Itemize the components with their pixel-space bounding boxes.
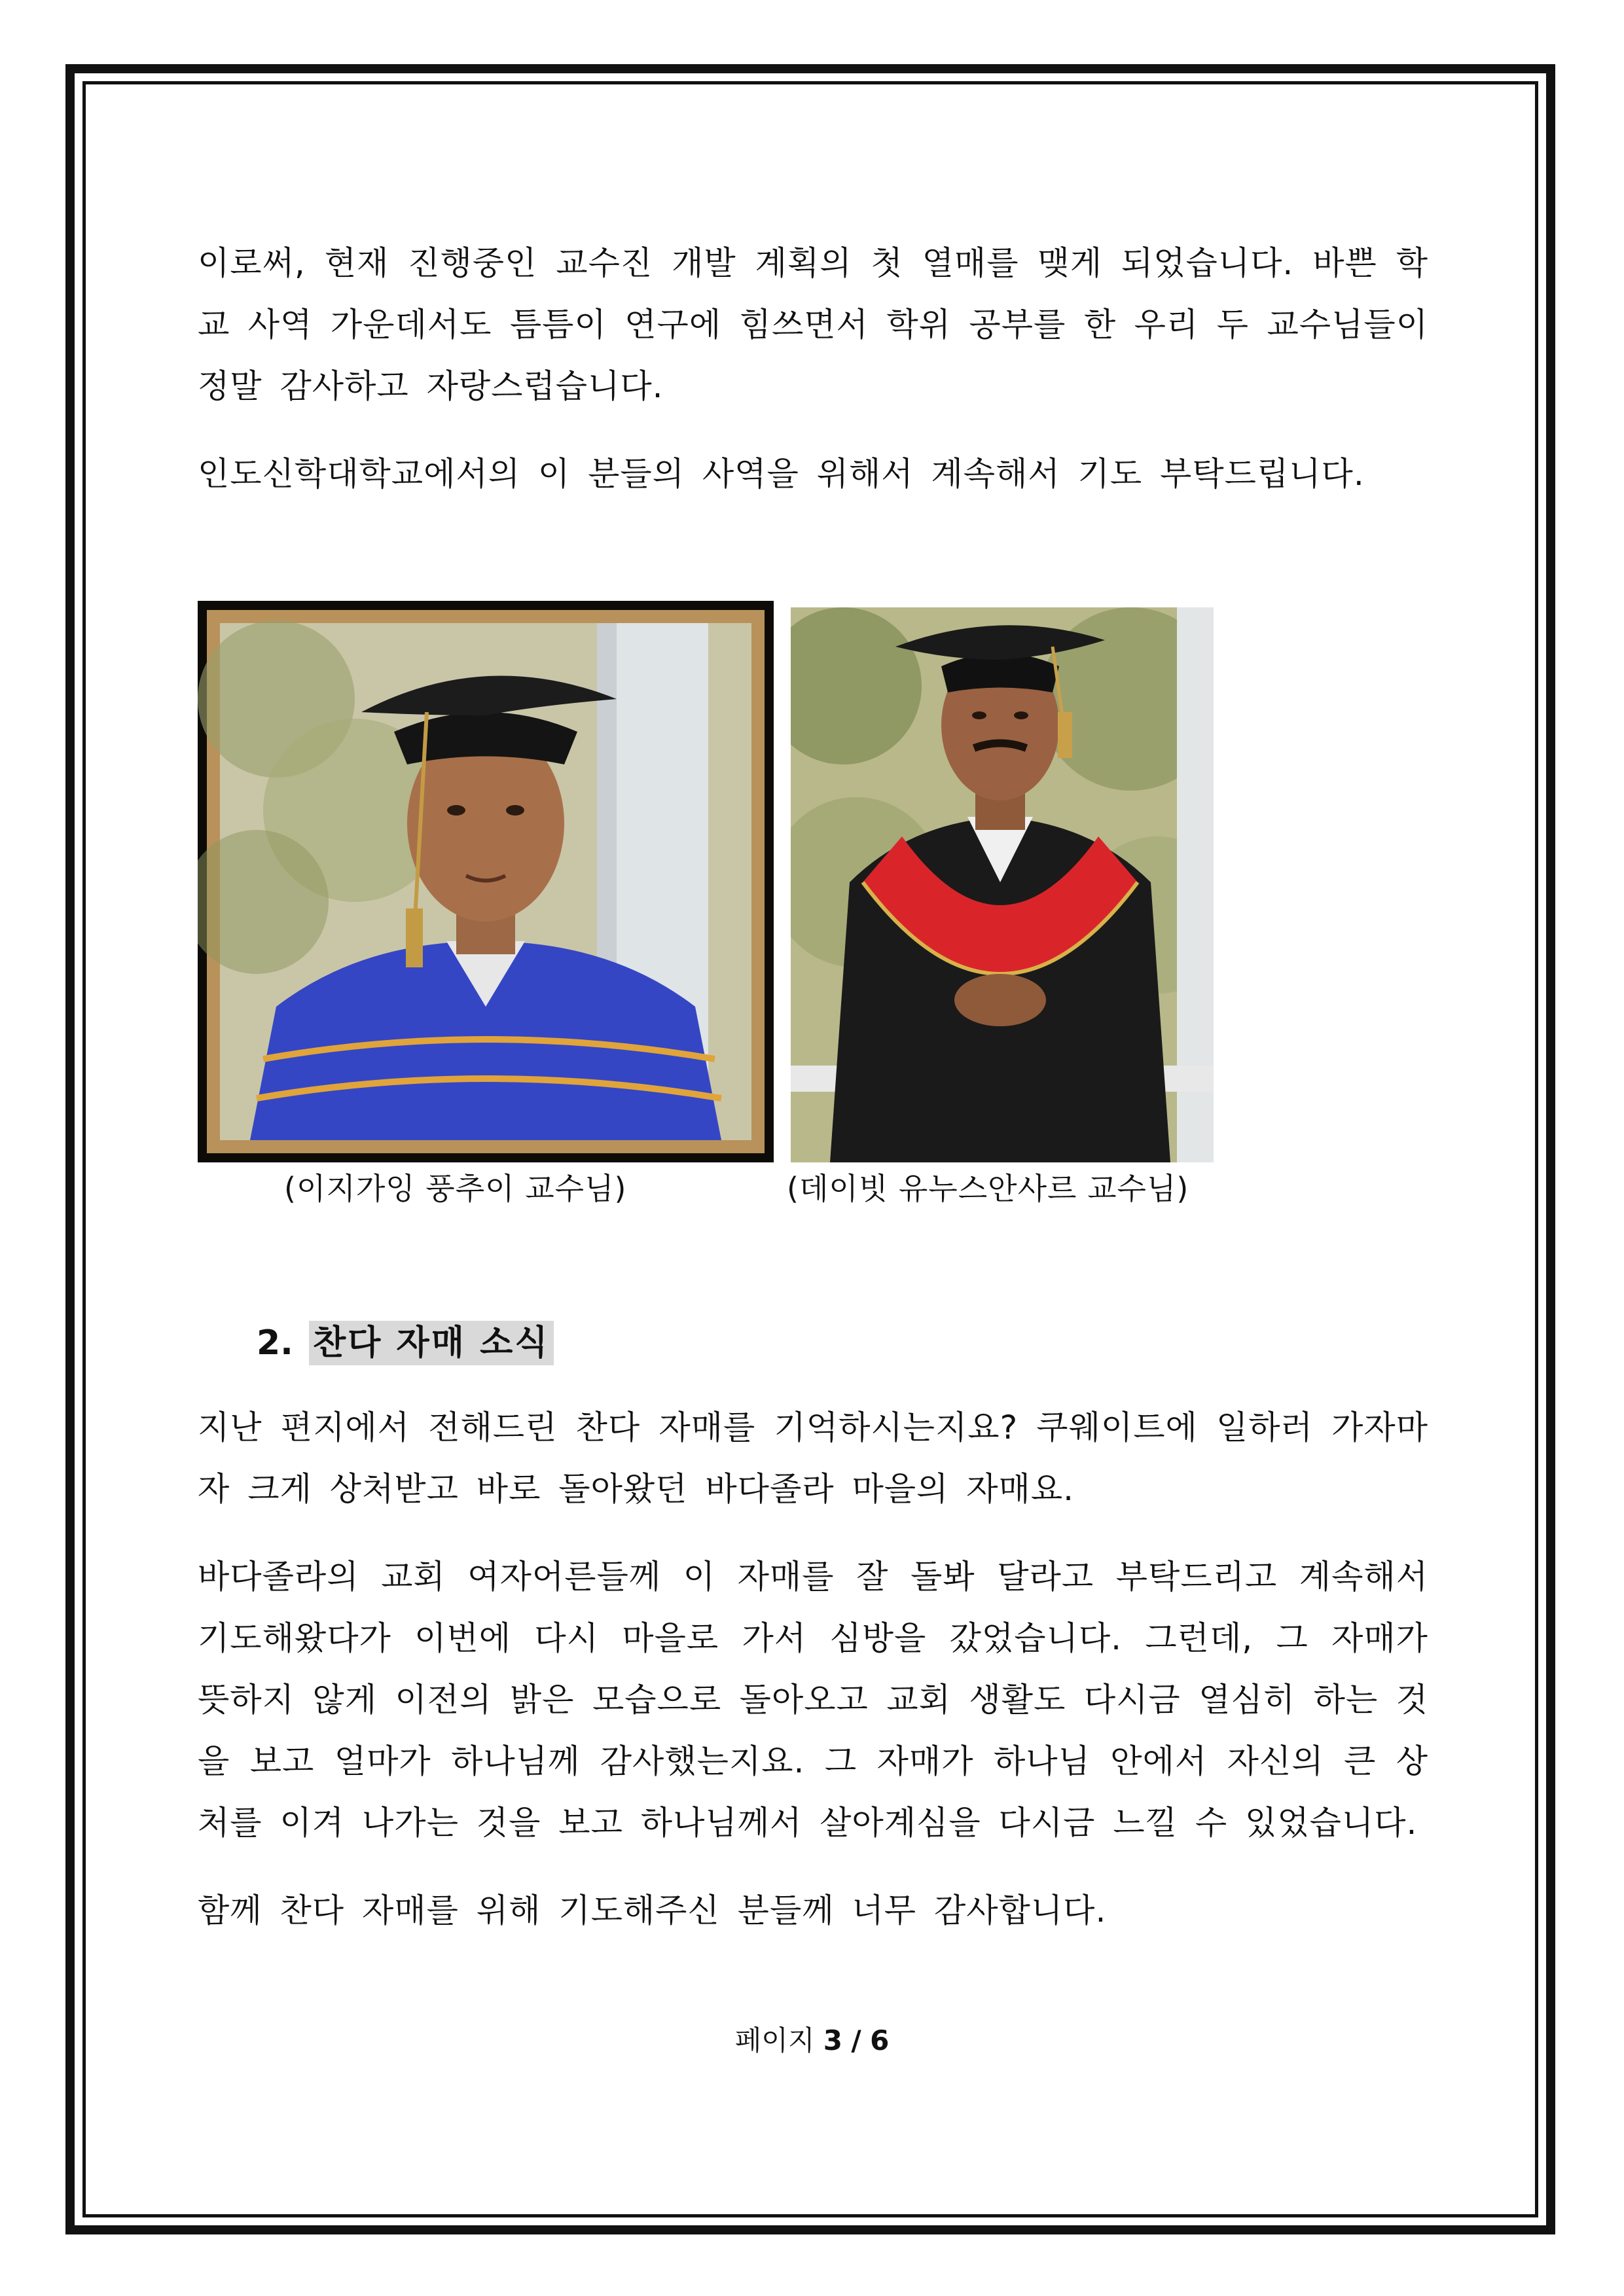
section-heading xyxy=(257,1316,554,1371)
section-title: 찬다 자매 소식 xyxy=(309,1321,554,1365)
photo-caption: (이지가잉 풍추이 교수님) xyxy=(284,1171,627,1206)
section-2-body xyxy=(198,1397,1428,1967)
page-footer xyxy=(0,2021,1624,2060)
paragraph: 지난 편지에서 전해드린 찬다 자매를 기억하시는지요? 쿠웨이트에 일하러 가자마자 크게 상처받고 바로 돌아왔던 바다졸라 마을의 자매요. xyxy=(198,1408,1428,1508)
paragraph: 이로써, 현재 진행중인 교수진 개발 계획의 첫 열매를 맺게 되었습니다. 바쁜 학교 사역 가운데서도 틈틈이 연구에 힘쓰면서 학위 공부를 한 우리 두 교수님들이 정말 감사하고 자랑스럽습니다. xyxy=(198,244,1428,405)
paragraph: 함께 찬다 자매를 위해 기도해주신 분들께 너무 감사합니다. xyxy=(198,1892,1107,1929)
paragraph: 인도신학대학교에서의 이 분들의 사역을 위해서 계속해서 기도 부탁드립니다. xyxy=(198,455,1365,493)
page-separator: / xyxy=(851,2024,861,2056)
page-label: 페이지 xyxy=(734,2024,815,2056)
section-number: 2. xyxy=(257,1323,293,1363)
page-current: 3 xyxy=(823,2024,842,2056)
professor-photo-2 xyxy=(791,607,1214,1162)
photo-row xyxy=(198,601,1245,1206)
section-1-body xyxy=(198,232,1428,531)
professor-photo-1 xyxy=(198,601,774,1162)
page-total: 6 xyxy=(870,2024,890,2056)
photo-caption: (데이빗 유누스안사르 교수님) xyxy=(787,1171,1189,1206)
paragraph: 바다졸라의 교회 여자어른들께 이 자매를 잘 돌봐 달라고 부탁드리고 계속해서 기도해왔다가 이번에 다시 마을로 가서 심방을 갔었습니다. 그런데, 그 자매가 뜻하지 않게 이전의 밝은 모습으로 돌아오고 교회 생활도 다시금 열심히 하는 것을 보고 얼마가 하나님께 감사했는지요. 그 자매가 하나님 안에서 자신의 큰 상처를 이겨 나가는 것을 보고 하나님께서 살아계심을 다시금 느낄 수 있었습니다. xyxy=(198,1558,1428,1842)
